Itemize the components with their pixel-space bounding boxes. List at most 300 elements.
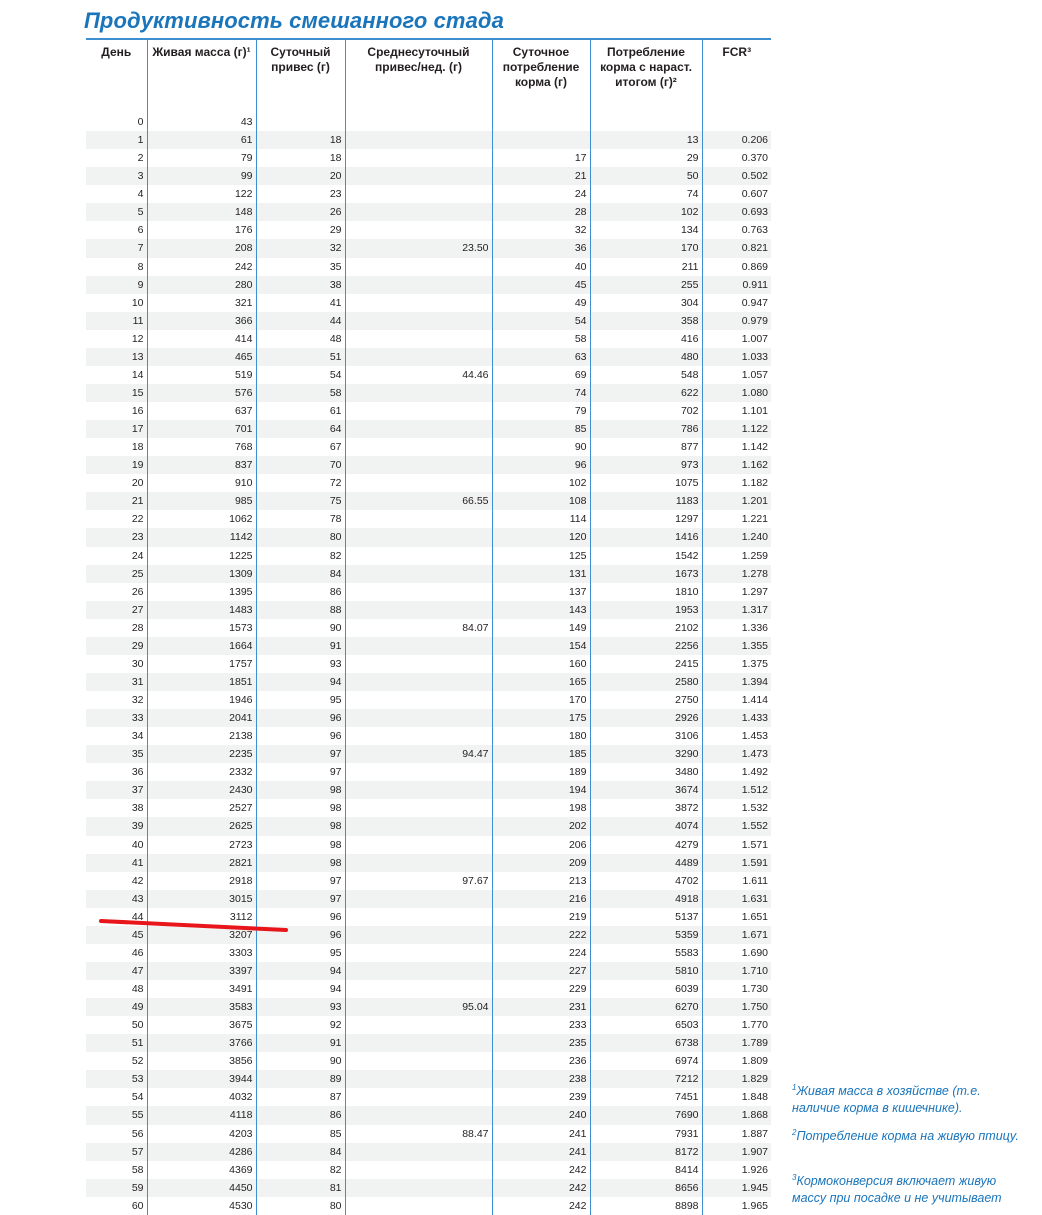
table-row [86,655,771,673]
cell-daily-gain: 97 [256,890,345,908]
cell-day: 33 [86,709,147,727]
cell-day: 4 [86,185,147,203]
cell-day: 2 [86,149,147,167]
cell-day: 19 [86,456,147,474]
cell-day: 30 [86,655,147,673]
cell-live-weight: 3583 [147,998,256,1016]
cell-fcr: 0.947 [702,294,771,312]
cell-fcr: 1.887 [702,1125,771,1143]
cell-live-weight: 2430 [147,781,256,799]
cell-fcr: 0.693 [702,203,771,221]
cell-daily-feed: 28 [492,203,590,221]
table-row [86,384,771,402]
cell-live-weight: 2821 [147,854,256,872]
cell-cumulative-feed: 6270 [590,998,702,1016]
cell-daily-gain: 98 [256,799,345,817]
cell-fcr: 1.829 [702,1070,771,1088]
footnote-2-mark: 2 [792,1127,797,1137]
cell-fcr: 1.945 [702,1179,771,1197]
cell-cumulative-feed: 4918 [590,890,702,908]
cell-live-weight: 576 [147,384,256,402]
cell-day: 55 [86,1106,147,1124]
cell-cumulative-feed: 211 [590,258,702,276]
cell-day: 37 [86,781,147,799]
cell-avg-daily-gain-week [345,1161,492,1179]
cell-live-weight: 2041 [147,709,256,727]
table-row [86,1034,771,1052]
cell-daily-feed: 170 [492,691,590,709]
cell-cumulative-feed: 4074 [590,817,702,835]
table-row [86,420,771,438]
cell-daily-gain: 54 [256,366,345,384]
cell-avg-daily-gain-week: 95.04 [345,998,492,1016]
cell-fcr: 1.317 [702,601,771,619]
table-row [86,258,771,276]
table-row [86,745,771,763]
cell-fcr: 1.868 [702,1106,771,1124]
cell-cumulative-feed: 102 [590,203,702,221]
cell-daily-gain: 41 [256,294,345,312]
cell-day: 38 [86,799,147,817]
cell-day: 1 [86,131,147,149]
cell-live-weight: 1142 [147,528,256,546]
cell-fcr: 1.965 [702,1197,771,1215]
cell-live-weight: 79 [147,149,256,167]
cell-live-weight: 1395 [147,583,256,601]
cell-day: 54 [86,1088,147,1106]
cell-avg-daily-gain-week [345,836,492,854]
cell-daily-gain: 91 [256,637,345,655]
cell-live-weight: 208 [147,239,256,257]
header-cumulative-feed: Потребление корма с нараст. итогом (г)² [590,40,702,96]
table-row [86,817,771,835]
cell-daily-feed: 108 [492,492,590,510]
table-row [86,1143,771,1161]
cell-avg-daily-gain-week [345,348,492,366]
cell-live-weight: 366 [147,312,256,330]
table-row [86,727,771,745]
cell-fcr: 1.770 [702,1016,771,1034]
cell-day: 20 [86,474,147,492]
cell-daily-gain: 67 [256,438,345,456]
cell-live-weight: 985 [147,492,256,510]
cell-daily-feed: 209 [492,854,590,872]
cell-avg-daily-gain-week [345,474,492,492]
cell-cumulative-feed: 877 [590,438,702,456]
cell-avg-daily-gain-week [345,528,492,546]
cell-day: 58 [86,1161,147,1179]
cell-avg-daily-gain-week [345,1179,492,1197]
cell-day: 51 [86,1034,147,1052]
cell-fcr: 0.869 [702,258,771,276]
cell-day: 50 [86,1016,147,1034]
cell-avg-daily-gain-week [345,944,492,962]
cell-daily-gain [256,113,345,131]
cell-fcr: 1.473 [702,745,771,763]
cell-cumulative-feed: 786 [590,420,702,438]
cell-avg-daily-gain-week [345,691,492,709]
cell-cumulative-feed: 6974 [590,1052,702,1070]
cell-avg-daily-gain-week [345,601,492,619]
cell-live-weight: 2235 [147,745,256,763]
table-row [86,980,771,998]
table-row [86,167,771,185]
cell-avg-daily-gain-week [345,763,492,781]
cell-cumulative-feed: 5810 [590,962,702,980]
cell-daily-feed: 229 [492,980,590,998]
cell-daily-gain: 72 [256,474,345,492]
cell-daily-gain: 93 [256,655,345,673]
table-row [86,1106,771,1124]
cell-live-weight: 4530 [147,1197,256,1215]
cell-daily-gain: 98 [256,854,345,872]
cell-daily-feed: 227 [492,962,590,980]
table-row [86,799,771,817]
cell-live-weight: 4286 [147,1143,256,1161]
header-live-weight: Живая масса (г)¹ [147,40,256,96]
cell-cumulative-feed: 4489 [590,854,702,872]
cell-cumulative-feed: 8898 [590,1197,702,1215]
table-row [86,962,771,980]
cell-daily-feed: 49 [492,294,590,312]
cell-fcr: 0.979 [702,312,771,330]
cell-daily-feed: 143 [492,601,590,619]
cell-fcr: 1.631 [702,890,771,908]
cell-daily-feed [492,131,590,149]
cell-day: 22 [86,510,147,528]
cell-fcr: 0.911 [702,276,771,294]
cell-live-weight: 2138 [147,727,256,745]
cell-daily-feed: 180 [492,727,590,745]
footnote-3-text: Кормоконверсия включает живую массу при посадке и не учитывает [792,1174,1002,1205]
cell-live-weight: 43 [147,113,256,131]
table-row [86,926,771,944]
cell-day: 40 [86,836,147,854]
cell-day: 45 [86,926,147,944]
cell-live-weight: 148 [147,203,256,221]
cell-live-weight: 2723 [147,836,256,854]
cell-cumulative-feed: 13 [590,131,702,149]
cell-cumulative-feed: 29 [590,149,702,167]
cell-fcr: 1.532 [702,799,771,817]
cell-cumulative-feed: 2256 [590,637,702,655]
cell-live-weight: 1851 [147,673,256,691]
cell-cumulative-feed: 358 [590,312,702,330]
cell-fcr: 0.607 [702,185,771,203]
cell-live-weight: 2625 [147,817,256,835]
cell-avg-daily-gain-week [345,781,492,799]
cell-daily-feed: 238 [492,1070,590,1088]
cell-cumulative-feed: 8414 [590,1161,702,1179]
cell-live-weight: 176 [147,221,256,239]
cell-daily-feed: 58 [492,330,590,348]
cell-daily-gain: 94 [256,962,345,980]
cell-daily-gain: 93 [256,998,345,1016]
cell-fcr: 1.848 [702,1088,771,1106]
table-row [86,691,771,709]
cell-cumulative-feed: 1075 [590,474,702,492]
table-row [86,312,771,330]
cell-daily-gain: 95 [256,691,345,709]
cell-avg-daily-gain-week [345,673,492,691]
cell-daily-feed: 235 [492,1034,590,1052]
cell-day: 47 [86,962,147,980]
cell-fcr: 1.690 [702,944,771,962]
performance-table [86,38,771,1215]
cell-day: 23 [86,528,147,546]
cell-cumulative-feed: 8172 [590,1143,702,1161]
cell-cumulative-feed: 304 [590,294,702,312]
cell-cumulative-feed: 2580 [590,673,702,691]
cell-cumulative-feed: 3106 [590,727,702,745]
table-row [86,565,771,583]
cell-daily-feed: 189 [492,763,590,781]
cell-avg-daily-gain-week [345,854,492,872]
table-row [86,854,771,872]
cell-avg-daily-gain-week: 94.47 [345,745,492,763]
cell-daily-feed: 96 [492,456,590,474]
cell-avg-daily-gain-week [345,547,492,565]
table-row [86,203,771,221]
cell-live-weight: 280 [147,276,256,294]
cell-daily-gain: 87 [256,1088,345,1106]
cell-daily-feed: 241 [492,1143,590,1161]
cell-day: 12 [86,330,147,348]
cell-avg-daily-gain-week: 84.07 [345,619,492,637]
cell-daily-gain: 84 [256,1143,345,1161]
cell-daily-gain: 44 [256,312,345,330]
cell-daily-gain: 80 [256,1197,345,1215]
cell-daily-gain: 98 [256,781,345,799]
cell-avg-daily-gain-week: 44.46 [345,366,492,384]
cell-fcr: 1.671 [702,926,771,944]
table-row [86,547,771,565]
cell-cumulative-feed: 3674 [590,781,702,799]
cell-avg-daily-gain-week [345,1088,492,1106]
cell-fcr: 1.750 [702,998,771,1016]
cell-fcr: 0.763 [702,221,771,239]
cell-day: 13 [86,348,147,366]
cell-avg-daily-gain-week [345,276,492,294]
table-row [86,944,771,962]
cell-daily-feed: 242 [492,1179,590,1197]
cell-fcr: 1.007 [702,330,771,348]
cell-live-weight: 61 [147,131,256,149]
cell-fcr [702,113,771,131]
cell-cumulative-feed: 8656 [590,1179,702,1197]
table-row [86,637,771,655]
cell-daily-gain: 80 [256,528,345,546]
cell-avg-daily-gain-week [345,1070,492,1088]
cell-fcr: 1.278 [702,565,771,583]
cell-daily-feed: 185 [492,745,590,763]
cell-fcr: 1.611 [702,872,771,890]
cell-fcr: 1.201 [702,492,771,510]
table-row [86,1016,771,1034]
cell-day: 8 [86,258,147,276]
cell-avg-daily-gain-week [345,655,492,673]
cell-avg-daily-gain-week [345,330,492,348]
cell-daily-gain: 18 [256,131,345,149]
cell-avg-daily-gain-week [345,565,492,583]
cell-avg-daily-gain-week [345,384,492,402]
cell-daily-gain: 90 [256,1052,345,1070]
cell-avg-daily-gain-week [345,1052,492,1070]
cell-cumulative-feed: 1416 [590,528,702,546]
cell-avg-daily-gain-week [345,1197,492,1215]
cell-day: 3 [86,167,147,185]
cell-cumulative-feed: 973 [590,456,702,474]
table-row [86,131,771,149]
cell-cumulative-feed: 1297 [590,510,702,528]
cell-daily-gain: 26 [256,203,345,221]
cell-fcr: 1.552 [702,817,771,835]
cell-daily-gain: 23 [256,185,345,203]
cell-avg-daily-gain-week [345,167,492,185]
cell-live-weight: 4450 [147,1179,256,1197]
cell-fcr: 0.206 [702,131,771,149]
cell-live-weight: 3015 [147,890,256,908]
footnote-3 [792,1173,1032,1206]
cell-cumulative-feed: 3290 [590,745,702,763]
footnote-2 [792,1128,1032,1145]
cell-day: 46 [86,944,147,962]
cell-avg-daily-gain-week [345,258,492,276]
cell-daily-feed: 242 [492,1161,590,1179]
cell-daily-gain: 35 [256,258,345,276]
cell-cumulative-feed: 5359 [590,926,702,944]
table-body [86,96,771,1215]
cell-live-weight: 465 [147,348,256,366]
cell-daily-gain: 94 [256,980,345,998]
cell-fcr: 1.336 [702,619,771,637]
cell-live-weight: 1946 [147,691,256,709]
cell-daily-gain: 75 [256,492,345,510]
cell-daily-feed: 206 [492,836,590,854]
cell-fcr: 1.182 [702,474,771,492]
cell-day: 16 [86,402,147,420]
cell-cumulative-feed [590,113,702,131]
cell-day: 36 [86,763,147,781]
cell-avg-daily-gain-week [345,203,492,221]
cell-fcr: 1.142 [702,438,771,456]
table-row [86,438,771,456]
cell-cumulative-feed: 255 [590,276,702,294]
cell-fcr: 0.502 [702,167,771,185]
cell-avg-daily-gain-week [345,908,492,926]
cell-cumulative-feed: 7212 [590,1070,702,1088]
cell-live-weight: 99 [147,167,256,185]
cell-daily-gain: 97 [256,872,345,890]
cell-day: 32 [86,691,147,709]
table-row [86,1088,771,1106]
cell-daily-gain: 51 [256,348,345,366]
table-row [86,1125,771,1143]
cell-cumulative-feed: 1673 [590,565,702,583]
cell-fcr: 1.240 [702,528,771,546]
table-row [86,872,771,890]
table-row [86,781,771,799]
cell-avg-daily-gain-week [345,185,492,203]
cell-daily-feed: 54 [492,312,590,330]
cell-cumulative-feed: 4279 [590,836,702,854]
table-row [86,510,771,528]
cell-day: 5 [86,203,147,221]
cell-avg-daily-gain-week: 88.47 [345,1125,492,1143]
cell-fcr: 1.221 [702,510,771,528]
cell-live-weight: 701 [147,420,256,438]
header-daily-feed: Суточное потребление корма (г) [492,40,590,96]
cell-fcr: 1.453 [702,727,771,745]
cell-daily-feed: 137 [492,583,590,601]
table-row [86,294,771,312]
cell-daily-feed: 154 [492,637,590,655]
cell-avg-daily-gain-week [345,637,492,655]
cell-daily-gain: 91 [256,1034,345,1052]
cell-daily-gain: 78 [256,510,345,528]
cell-daily-feed: 79 [492,402,590,420]
cell-live-weight: 4203 [147,1125,256,1143]
cell-fcr: 1.375 [702,655,771,673]
cell-cumulative-feed: 1810 [590,583,702,601]
cell-cumulative-feed: 6738 [590,1034,702,1052]
cell-daily-feed: 242 [492,1197,590,1215]
cell-live-weight: 321 [147,294,256,312]
cell-fcr: 1.591 [702,854,771,872]
cell-avg-daily-gain-week: 97.67 [345,872,492,890]
cell-live-weight: 910 [147,474,256,492]
cell-daily-gain: 82 [256,547,345,565]
cell-daily-feed: 219 [492,908,590,926]
cell-day: 49 [86,998,147,1016]
cell-avg-daily-gain-week [345,1016,492,1034]
cell-daily-feed: 236 [492,1052,590,1070]
cell-live-weight: 1757 [147,655,256,673]
cell-live-weight: 414 [147,330,256,348]
cell-avg-daily-gain-week [345,1143,492,1161]
table-row [86,366,771,384]
cell-day: 52 [86,1052,147,1070]
cell-fcr: 1.101 [702,402,771,420]
cell-day: 56 [86,1125,147,1143]
cell-daily-gain: 18 [256,149,345,167]
footnote-1-mark: 1 [792,1082,797,1092]
cell-fcr: 1.414 [702,691,771,709]
cell-avg-daily-gain-week [345,727,492,745]
table-row [86,330,771,348]
cell-cumulative-feed: 5583 [590,944,702,962]
cell-day: 60 [86,1197,147,1215]
cell-fcr: 1.057 [702,366,771,384]
cell-fcr: 1.809 [702,1052,771,1070]
table-row [86,601,771,619]
cell-avg-daily-gain-week [345,402,492,420]
cell-daily-gain: 29 [256,221,345,239]
cell-avg-daily-gain-week [345,962,492,980]
cell-daily-feed: 216 [492,890,590,908]
table-header-row [86,40,771,96]
cell-fcr: 1.789 [702,1034,771,1052]
cell-daily-gain: 20 [256,167,345,185]
cell-live-weight: 122 [147,185,256,203]
cell-cumulative-feed: 170 [590,239,702,257]
cell-avg-daily-gain-week [345,456,492,474]
cell-daily-feed: 74 [492,384,590,402]
cell-avg-daily-gain-week [345,131,492,149]
cell-daily-feed: 40 [492,258,590,276]
cell-live-weight: 3303 [147,944,256,962]
cell-live-weight: 2918 [147,872,256,890]
